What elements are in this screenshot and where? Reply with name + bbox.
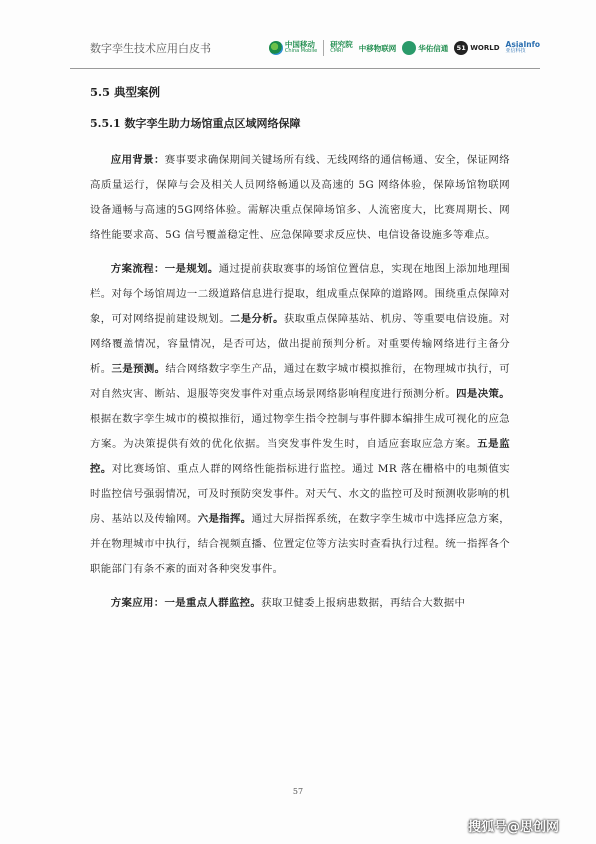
step-predict-label: 三是预测。 bbox=[111, 363, 166, 375]
asiainfo-logo bbox=[506, 41, 540, 54]
page-body bbox=[90, 82, 510, 625]
51world-icon: 51 bbox=[454, 41, 468, 55]
paragraph-background bbox=[90, 148, 510, 248]
cmri-en: CMRI bbox=[330, 48, 343, 55]
process-label: 方案流程： bbox=[110, 263, 165, 275]
china-mobile-icon bbox=[269, 41, 283, 55]
subsection-title: 数字孪生助力场馆重点区域网络保障 bbox=[124, 117, 301, 130]
header-title: 数字孪生技术应用白皮书 bbox=[90, 42, 211, 55]
china-mobile-name: 中国移动 bbox=[284, 40, 315, 50]
51world-logo bbox=[454, 41, 499, 55]
partner-logos bbox=[269, 34, 540, 62]
iot-name: 中移物联网 bbox=[358, 43, 397, 53]
step-monitor-text: 对比赛场馆、重点人群的网络性能指标进行监控。通过 MR 落在栅格中的电频值实时监控信号强弱情况，可及时预防突发事件。对天气、水文的监控可及时预测收影响的机房、基站以及传输网。 bbox=[90, 463, 510, 525]
section-number: 5.5 bbox=[90, 85, 111, 99]
step-predict-text: 结合网络数字孪生产品，通过在数字城市模拟推衍，在物理城市执行，可对自然灾害、断站、退服等突发事件对重点场景网络影响程度进行预测分析。 bbox=[90, 363, 511, 400]
application-item1-text: 获取卫健委上报病患数据，再结合大数据中 bbox=[261, 597, 466, 609]
huida-logo bbox=[402, 41, 448, 55]
step-decision-text: 根据在数字孪生城市的模拟推衍，通过物孪生指令控制与事件脚本编排生成可视化的应急方案。为决策提供有效的优化依据。当突发事件发生时，自适应套取应急方案。 bbox=[90, 413, 510, 450]
step-plan-text: 通过提前获取赛事的场馆位置信息，实现在地图上添加地理围栏。对每个场馆周边一二级道路信息进行提取，组成重点保障的道路网。围绕重点保障对象，可对网络提前建设规划。 bbox=[90, 263, 510, 325]
step-analysis-label: 二是分析。 bbox=[230, 313, 284, 325]
step-command-label: 六是指挥。 bbox=[197, 513, 252, 525]
iot-logo bbox=[359, 43, 397, 54]
paragraph-application bbox=[90, 591, 510, 616]
step-analysis-text: 获取重点保障基站、机房、等重要电信设施。对网络覆盖情况，容量情况，是否可达，做出提前预判分析。对重要传输网络进行主备分析。 bbox=[90, 313, 511, 375]
step-decision-label: 四是决策。 bbox=[456, 388, 510, 400]
page-header bbox=[70, 30, 540, 69]
application-label: 方案应用： bbox=[110, 597, 165, 609]
background-text: 赛事要求确保期间关键场所有线、无线网络的通信畅通、安全，保证网络高质量运行，保障与会及相关人员网络畅通以及高速的 5G 网络体验，保障场馆物联网设备通畅与高速的5G网络体验。需解决重点保障场馆多、人流密度大，比赛周期长、网络性能要求高、5G 信号覆盖稳定性、应急保障要求反应快、电信设备设施多等难点。 bbox=[90, 154, 510, 241]
application-item1-label: 一是重点人群监控。 bbox=[164, 597, 262, 609]
watermark bbox=[468, 816, 559, 835]
huida-name: 华佑信通 bbox=[418, 43, 449, 53]
paragraph-process bbox=[90, 257, 510, 582]
asiainfo-name: AsiaInfo bbox=[505, 40, 540, 50]
section-title: 典型案例 bbox=[114, 85, 161, 99]
china-mobile-logo bbox=[269, 41, 317, 55]
step-monitor-label: 五是监控。 bbox=[90, 438, 510, 475]
step-plan-label: 一是规划。 bbox=[164, 263, 219, 275]
section-heading bbox=[90, 82, 510, 102]
asiainfo-cn: 亚信科技 bbox=[505, 48, 526, 55]
subsection-number: 5.5.1 bbox=[90, 117, 121, 130]
page-number: 57 bbox=[292, 787, 304, 796]
51world-word: WORLD bbox=[470, 44, 500, 52]
logo-divider bbox=[323, 40, 324, 56]
huida-icon bbox=[402, 41, 416, 55]
cmri-name: 研究院 bbox=[330, 40, 353, 50]
china-mobile-en: China Mobile bbox=[284, 48, 318, 55]
subsection-heading bbox=[90, 114, 510, 134]
step-command-text: 通过大屏指挥系统，在数字孪生城市中选择应急方案，并在物理城市中执行，结合视频直播、位置定位等方法实时查看执行过程。统一指挥各个职能部门有条不紊的面对各种突发事件。 bbox=[90, 513, 511, 575]
background-label: 应用背景： bbox=[110, 154, 165, 166]
watermark-text: 搜狐号@思创网 bbox=[468, 820, 560, 835]
cmri-logo bbox=[330, 41, 353, 54]
